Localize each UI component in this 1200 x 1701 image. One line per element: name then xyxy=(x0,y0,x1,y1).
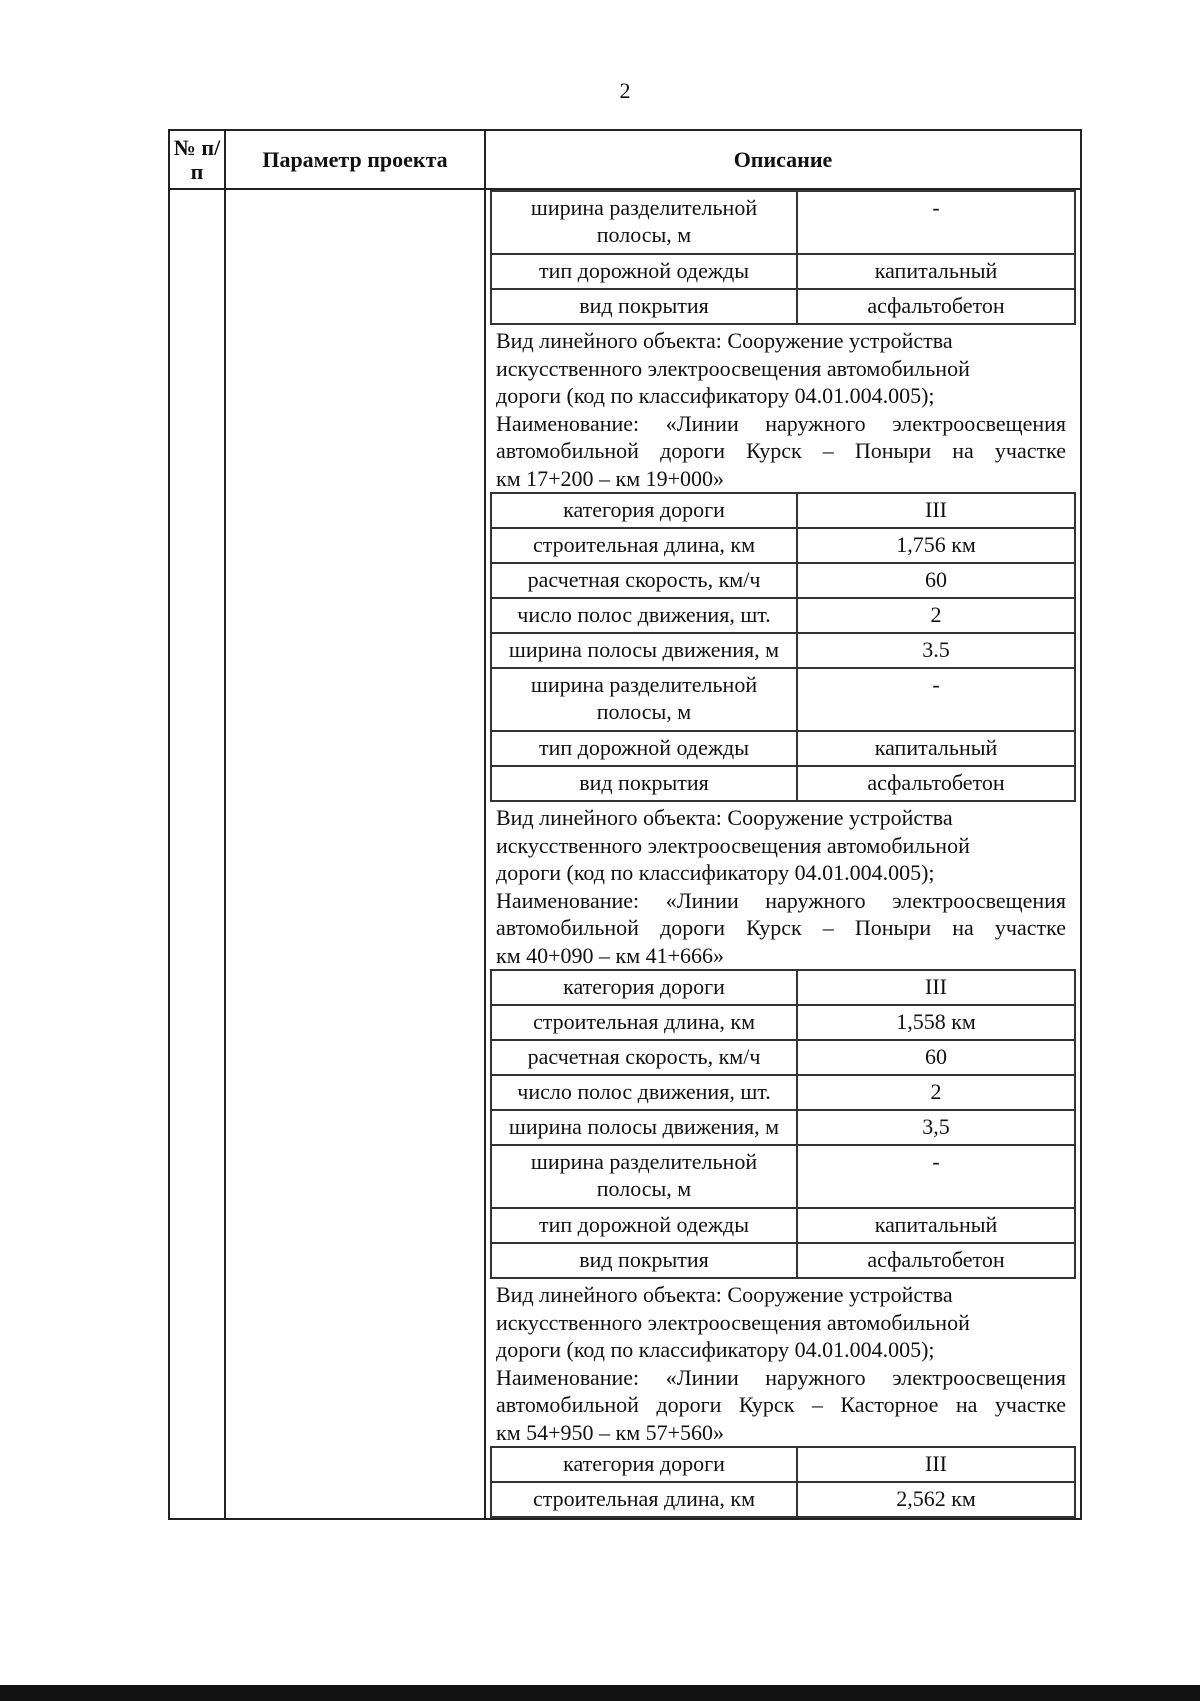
project-parameters-table xyxy=(168,129,1082,1520)
header-number: № п/п xyxy=(169,130,225,189)
parameter-value: 60 xyxy=(797,1040,1075,1075)
parameter-name: строительная длина, км xyxy=(491,1005,797,1040)
parameter-value: капитальный xyxy=(797,1208,1075,1243)
parameter-value: 2,562 км xyxy=(797,1482,1075,1517)
parameter-value: 1,558 км xyxy=(797,1005,1075,1040)
description-line: Наименование: «Линии наружного электроосвещения xyxy=(496,1364,1066,1390)
road-parameters-table xyxy=(490,190,1076,325)
parameter-name: ширина разделительной полосы, м xyxy=(491,668,797,731)
description-line: Вид линейного объекта: Сооружение устройства xyxy=(496,805,953,830)
parameter-value: 2 xyxy=(797,598,1075,633)
description-line: Вид линейного объекта: Сооружение устройства xyxy=(496,1282,953,1307)
description-blocks xyxy=(490,190,1076,1518)
description-line: автомобильной дороги Курск – Касторное на участке xyxy=(496,1392,1066,1417)
parameter-name: вид покрытия xyxy=(491,766,797,801)
header-description: Описание xyxy=(485,130,1081,189)
parameter-name: тип дорожной одежды xyxy=(491,731,797,766)
parameter-name: число полос движения, шт. xyxy=(491,1075,797,1110)
table-row xyxy=(491,289,1075,324)
description-line: км 40+090 – км 41+666» xyxy=(496,942,725,968)
parameter-value: - xyxy=(797,1145,1075,1208)
parameter-value: капитальный xyxy=(797,254,1075,289)
description-line: искусственного электроосвещения автомобильной xyxy=(496,1309,970,1335)
parameter-name: ширина разделительной полосы, м xyxy=(491,191,797,254)
table-row xyxy=(169,189,1081,1519)
parameter-value: 1,756 км xyxy=(797,528,1075,563)
description-line: автомобильной дороги Курск – Поныри на участке xyxy=(496,438,1066,463)
description-line: Наименование: «Линии наружного электроосвещения xyxy=(496,887,1066,913)
table-row xyxy=(491,563,1075,598)
table-row xyxy=(491,528,1075,563)
header-parameter: Параметр проекта xyxy=(225,130,485,189)
table-row xyxy=(491,1208,1075,1243)
parameter-value: III xyxy=(797,493,1075,528)
table-row xyxy=(491,598,1075,633)
table-row xyxy=(491,633,1075,668)
parameter-name: строительная длина, км xyxy=(491,528,797,563)
table-row xyxy=(491,254,1075,289)
linear-object-description xyxy=(490,325,1076,492)
parameter-name: ширина полосы движения, м xyxy=(491,1110,797,1145)
table-row xyxy=(491,970,1075,1005)
parameter-value: 2 xyxy=(797,1075,1075,1110)
table-row xyxy=(491,1040,1075,1075)
description-line: дороги (код по классификатору 04.01.004.005); xyxy=(496,383,935,408)
parameter-value: 3,5 xyxy=(797,1110,1075,1145)
parameter-name: категория дороги xyxy=(491,493,797,528)
parameter-value: - xyxy=(797,668,1075,731)
parameter-value: 60 xyxy=(797,563,1075,598)
parameter-value: 3.5 xyxy=(797,633,1075,668)
parameter-name: вид покрытия xyxy=(491,289,797,324)
parameter-name: категория дороги xyxy=(491,1447,797,1482)
table-row xyxy=(491,493,1075,528)
road-parameters-table xyxy=(490,969,1076,1279)
description-line: км 54+950 – км 57+560» xyxy=(496,1419,725,1445)
parameter-name: ширина полосы движения, м xyxy=(491,633,797,668)
road-parameters-table xyxy=(490,492,1076,802)
table-row xyxy=(491,1110,1075,1145)
table-row xyxy=(491,1145,1075,1208)
description-line: автомобильной дороги Курск – Поныри на участке xyxy=(496,915,1066,940)
parameter-value: асфальтобетон xyxy=(797,289,1075,324)
parameter-value: асфальтобетон xyxy=(797,1243,1075,1278)
parameter-value: - xyxy=(797,191,1075,254)
table-row xyxy=(491,1005,1075,1040)
parameter-name: число полос движения, шт. xyxy=(491,598,797,633)
table-row xyxy=(491,1075,1075,1110)
parameter-value: капитальный xyxy=(797,731,1075,766)
parameter-name: тип дорожной одежды xyxy=(491,1208,797,1243)
table-row xyxy=(491,766,1075,801)
parameter-name: категория дороги xyxy=(491,970,797,1005)
table-row xyxy=(491,1482,1075,1517)
description-line: искусственного электроосвещения автомобильной xyxy=(496,832,970,858)
parameter-name: ширина разделительной полосы, м xyxy=(491,1145,797,1208)
table-row xyxy=(491,1447,1075,1482)
road-parameters-table xyxy=(490,1446,1076,1518)
description-line: дороги (код по классификатору 04.01.004.005); xyxy=(496,1337,935,1362)
table-header-row xyxy=(169,130,1081,189)
page-number: 2 xyxy=(619,78,631,103)
parameter-name: вид покрытия xyxy=(491,1243,797,1278)
table-row xyxy=(491,191,1075,254)
description-line: искусственного электроосвещения автомобильной xyxy=(496,355,970,381)
description-line: дороги (код по классификатору 04.01.004.005); xyxy=(496,860,935,885)
parameter-value: III xyxy=(797,1447,1075,1482)
linear-object-description xyxy=(490,1279,1076,1446)
parameter-value: асфальтобетон xyxy=(797,766,1075,801)
parameter-name: строительная длина, км xyxy=(491,1482,797,1517)
number-cell xyxy=(169,189,225,1519)
parameter-cell xyxy=(225,189,485,1519)
description-line: Вид линейного объекта: Сооружение устройства xyxy=(496,328,953,353)
description-line: км 17+200 – км 19+000» xyxy=(496,465,725,491)
parameter-value: III xyxy=(797,970,1075,1005)
description-line: Наименование: «Линии наружного электроосвещения xyxy=(496,410,1066,436)
table-row xyxy=(491,668,1075,731)
table-row xyxy=(491,1243,1075,1278)
description-cell xyxy=(485,189,1081,1519)
parameter-name: расчетная скорость, км/ч xyxy=(491,563,797,598)
parameter-name: тип дорожной одежды xyxy=(491,254,797,289)
linear-object-description xyxy=(490,802,1076,969)
table-row xyxy=(491,731,1075,766)
parameter-name: расчетная скорость, км/ч xyxy=(491,1040,797,1075)
page-bottom-border xyxy=(0,1685,1200,1701)
